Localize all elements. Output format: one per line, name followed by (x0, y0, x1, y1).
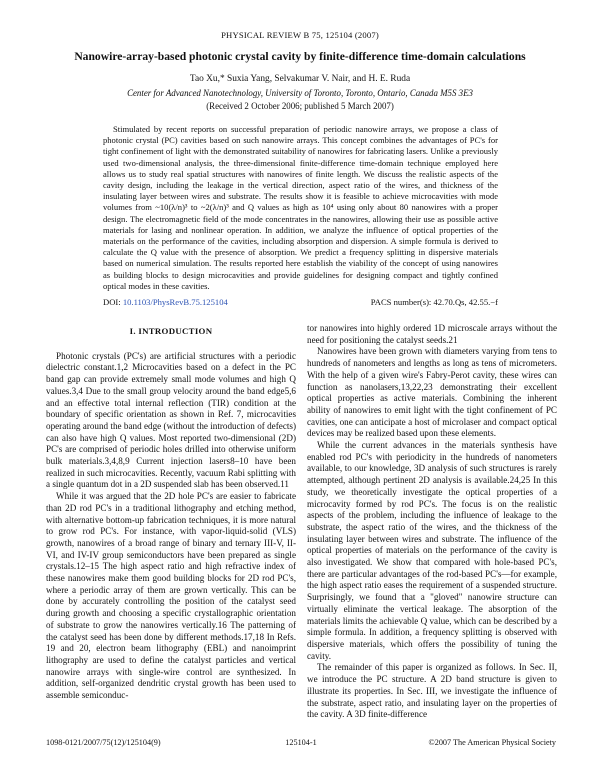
article-title: Nanowire-array-based photonic crystal cavity by finite-difference time-domain calculations (74, 50, 526, 63)
body-paragraph: Nanowires have been grown with diameters varying from tens to hundreds of nanometers and lengths as long as tens of micrometers. With the help of a given wire's Fabry-Perot cavity, these wires can function as nanolasers,13,22,23 demonstrating their excellent optical properties as active materials. Combining the inherent ability of nanowires to emit light with the tight confinement of PC cavities, one can anticipate a host of microlaser and compact optical devices may be realized based upon these elements. (307, 346, 557, 439)
page-number: 125104-1 (285, 738, 317, 747)
footer-code: 1098-0121/2007/75(12)/125104(9) (46, 738, 161, 747)
pacs-numbers: PACS number(s): 42.70.Qs, 42.55.−f (370, 297, 498, 307)
copyright: ©2007 The American Physical Society (428, 738, 556, 747)
abstract (103, 124, 498, 292)
left-column (46, 326, 296, 702)
body-paragraph: While it was argued that the 2D hole PC's are easier to fabricate than 2D rod PC's in a traditional lithography and etching method, with alternative bottom-up fabrication techniques, it is more natural to grow rod PC's. For instance, with vapor-liquid-solid (VLS) growth, nanowires of a broad range of binary and ternary III-V, II-VI, and IV-IV group semiconductors have been prepared as single crystals.12–15 The high aspect ratio and high refractive index of these nanowires make them good building blocks for 2D rod PC's, where a periodic array of them are grown vertically. This can be done by accurately controlling the position of the catalyst seed during growth and choosing a specific crystallographic orientation of substrate to grow the nanowires vertically.16 The patterning of the catalyst seed has been done by different methods.17,18 In Refs. 19 and 20, electron beam lithography (EBL) and nanoimprint lithography are used to define the catalyst particles and vertical nanowire arrays with single-wire control are synthesized. In addition, self-organized dendritic crystal growth has been used to assemble semiconduc- (46, 491, 296, 701)
right-column (307, 323, 557, 721)
doi-link[interactable]: 10.1103/PhysRevB.75.125104 (122, 297, 228, 307)
affiliation: Center for Advanced Nanotechnology, University of Toronto, Toronto, Ontario, Canada M5S 3E3 (127, 88, 473, 98)
body-paragraph: The remainder of this paper is organized as follows. In Sec. II, we introduce the PC structure. A 2D band structure is given to illustrate its properties. In Sec. III, we investigate the influence of the substrate, aspect ratio, and insulating layer on the properties of the cavity. A 3D finite-difference (307, 662, 557, 720)
received-dates: (Received 2 October 2006; published 5 March 2007) (206, 101, 394, 111)
journal-header: PHYSICAL REVIEW B 75, 125104 (2007) (221, 30, 379, 40)
doi-line (103, 297, 228, 307)
doi-label: DOI: (103, 297, 121, 307)
body-paragraph: Photonic crystals (PC's) are artificial structures with a periodic dielectric constant.1,2 Microcavities based on a defect in the PC band gap can provide extremely small mode volumes and high Q values.3,4 Due to the small group velocity around the band edge5,6 and an effective total internal reflection (TIR) condition at the boundary of specific orientation as shown in Ref. 7, microcavities operating around the band edge (without the introduction of defects) can also have high Q values. Most reported two-dimensional (2D) PC's are comprised of periodic holes drilled into otherwise uniform bulk materials.3,4,8,9 Current injection lasers8–10 have been realized in such microcavities. Recently, vacuum Rabi splitting with a single quantum dot in a 2D suspended slab has been observed.11 (46, 350, 296, 490)
section-heading: I. INTRODUCTION (129, 326, 213, 336)
author-list: Tao Xu,* Suxia Yang, Selvakumar V. Nair, and H. E. Ruda (189, 74, 411, 84)
abstract-text: Stimulated by recent reports on successful preparation of periodic nanowire arrays, we propose a class of photonic crystal (PC) cavities based on such nanowire arrays. This concept combines the advantages of PC's for tight confinement of light with the demonstrated suitability of nanowires for fabricating lasers. Unlike a previously used two-dimensional analysis, the three-dimensional finite-difference time-domain technique employed here allows us to study real spatial structures with nanowires of finite length. We discuss the realistic aspects of the cavity design, including the leakage in the vertical direction, aspect ratio of the wires, and thickness of the insulating layer between wires and substrate. The results show it is feasible to achieve microcavities with mode volumes from ~10(λ/n)³ to ~2(λ/n)³ and Q values as high as 10⁴ using only about 80 nanowires with a proper design. The electromagnetic field of the mode concentrates in the nanowires, allowing their use as possible active materials for lasing and nonlinear operation. In addition, we analyze the influence of optical properties of the materials on the performance of the cavities, including absorption and dispersion. A simple formula is derived to calculate the Q value with the presence of absorption. We predict a frequency splitting in dispersive materials based on numerical simulation. The results reported here establish the viability of the concept of using nanowires as building blocks to design microcavities and provide guidelines for designing compact and tightly confined optical modes in these cavities. (103, 124, 498, 291)
body-paragraph: tor nanowires into highly ordered 1D microscale arrays without the need for positioning the catalyst seeds.21 (307, 323, 557, 345)
body-paragraph: While the current advances in the materials synthesis have enabled rod PC's with periodicity in the hundreds of nanometers available, to our knowledge, 3D analysis of such structures is rarely attempted, although pertinent 2D analysis is available.24,25 In this study, we theoretically investigate the optical properties of a microcavity formed by rod PC's. The focus is on the realistic aspects of the problem, including the influence of leakage to the substrate, the aspect ratio of the wires, and the thickness of the insulating layer between wires and substrate. The influence of the optical properties of materials on the performance of the cavity is also investigated. We show that compared with hole-based PC's, there are particular advantages of the rod-based PC's—for example, the high aspect ratio eases the requirement of a suspended structure. Surprisingly, we found that a "gloved" nanowire structure can virtually eliminate the vertical leakage. The absorption of the materials limits the achievable Q value, which can be described by a simple formula. In addition, a frequency splitting is observed with dispersive materials, which offers the possibility of tuning the cavity. (307, 440, 557, 661)
